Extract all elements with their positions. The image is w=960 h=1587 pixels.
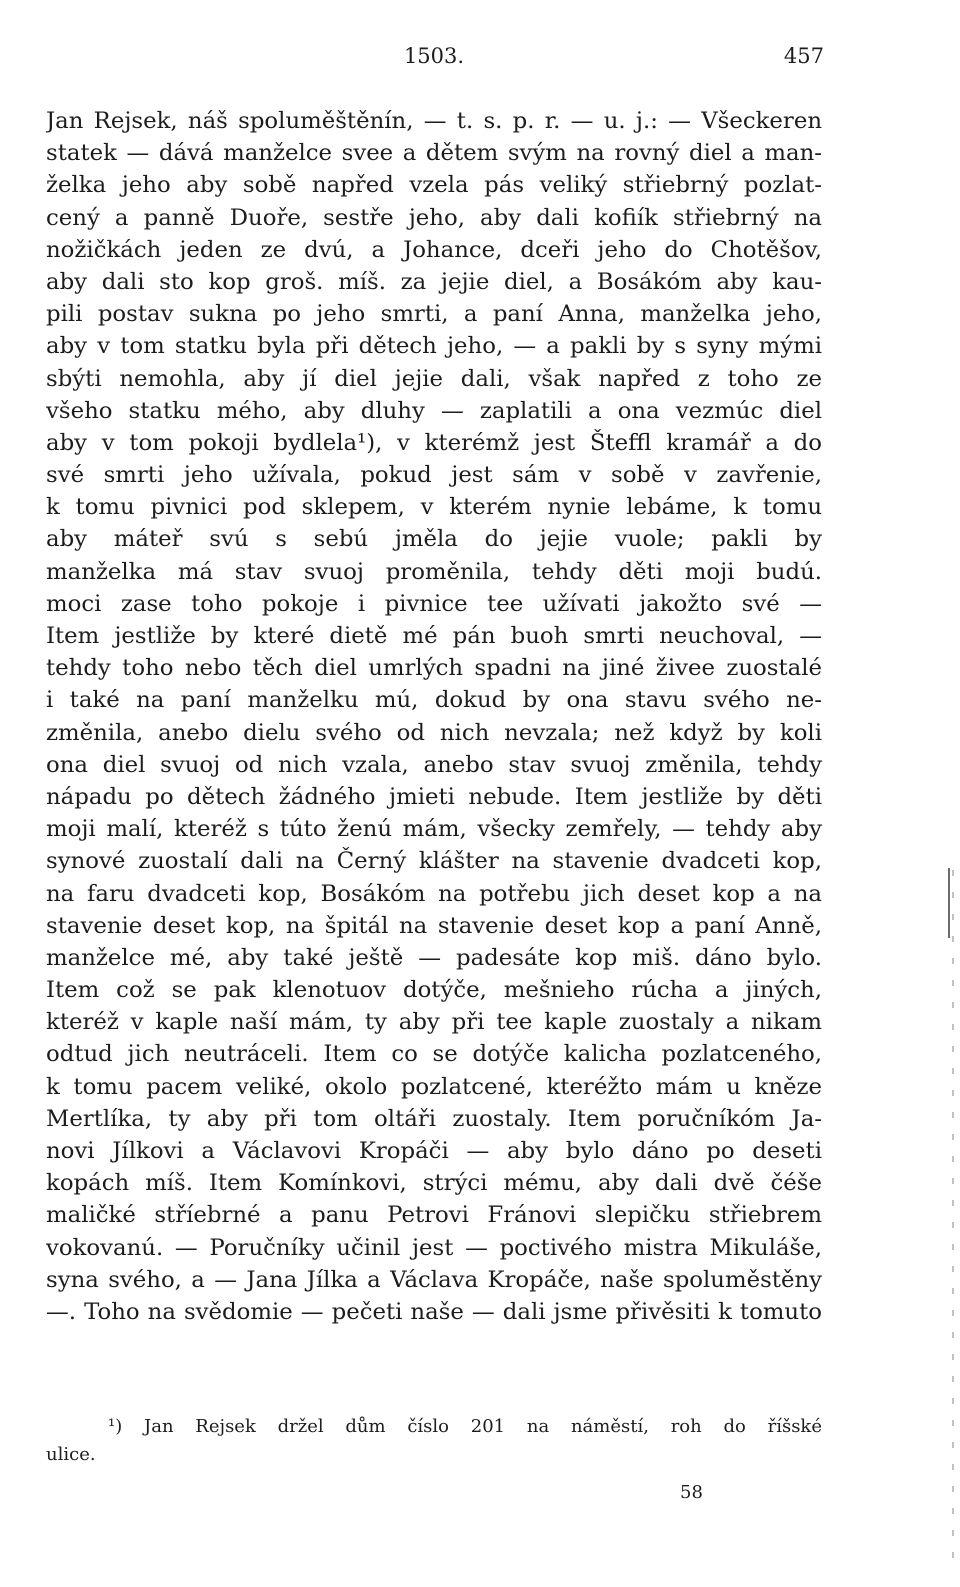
body-paragraph (46, 105, 822, 1328)
text-line: Item jestliže by které dietě mé pán buoh smrti neuchoval, — (46, 623, 822, 649)
text-line: nápadu po dětech žádného jmieti nebude. Item jestliže by děti (46, 783, 822, 810)
text-line: k tomu pacem veliké, okolo pozlatcené, kteréžto mám u kněze (46, 1073, 822, 1100)
text-line: své smrti jeho užívala, pokud jest sám v sobě v zavřenie, (46, 462, 822, 489)
scan-edge-mark (948, 868, 950, 938)
text-line: manželce mé, aby také ještě — padesáte kop miš. dáno bylo. (46, 944, 822, 971)
text-line: novi Jílkovi a Václavovi Kropáči — aby bylo dáno po deseti (46, 1138, 822, 1164)
text-line: odtud jich neutráceli. Item co se dotýče kalicha pozlatceného, (46, 1041, 822, 1068)
page-number: 457 (783, 44, 824, 68)
text-line: všeho statku mého, aby dluhy — zaplatili a ona vezmúc diel (46, 397, 822, 424)
text-line: změnila, anebo dielu svého od nich nevzala; než když by koli (46, 719, 822, 746)
printer-signature-mark: 58 (680, 1482, 703, 1503)
text-line: aby v tom statku byla při dětech jeho, — a pakli by s syny mými (46, 333, 822, 360)
header-year: 1503. (403, 44, 465, 68)
text-line: moji malí, kteréž s túto ženú mám, všecky zemřely, — tehdy aby (46, 816, 822, 843)
text-line: maličké stříebrné a panu Petrovi Fránovi slepičku střiebrem (46, 1202, 822, 1229)
text-line: i také na paní manželku mú, dokud by ona stavu svého ne- (46, 687, 822, 714)
text-line: ona diel svuoj od nich vzala, anebo stav svuoj změnila, tehdy (46, 751, 822, 778)
text-line: tehdy toho nebo těch diel umrlých spadni na jiné živee zuostalé (46, 655, 822, 682)
text-line: moci zase toho pokoje i pivnice tee užívati jakožto své — (46, 590, 822, 617)
text-line: —. Toho na svědomie — pečeti naše — dali jsme přivěsiti k tomuto (46, 1298, 822, 1325)
text-line: kteréž v kaple naší mám, ty aby při tee kaple zuostaly a nikam (46, 1009, 822, 1036)
text-line: želka jeho aby sobě napřed vzela pás veliký střiebrný pozlat- (46, 172, 822, 199)
text-line: stavenie deset kop, na špitál na stavenie deset kop a paní Anně, (46, 912, 822, 939)
text-line: pili postav sukna po jeho smrti, a paní Anna, manželka jeho, (46, 301, 822, 328)
text-line: aby v tom pokoji bydlela¹), v kterémž jest Šteffl kramář a do (46, 429, 822, 456)
text-line: vokovanú. — Poručníky učinil jest — poctivého mistra Mikuláše, (46, 1234, 822, 1261)
text-line: na faru dvadceti kop, Bosákóm na potřebu jich deset kop a na (46, 880, 822, 907)
text-line: Mertlíka, ty aby při tom oltáři zuostaly. Item poručníkóm Ja- (46, 1105, 822, 1132)
text-line: manželka má stav svuoj proměnila, tehdy děti moji budú. (46, 558, 822, 585)
scan-edge-artifact (952, 870, 954, 1570)
text-line: sbýti nemohla, aby jí diel jejie dali, však napřed z toho ze (46, 365, 822, 392)
text-line: aby máteř svú s sebú jměla do jejie vuole; pakli by (46, 526, 822, 553)
footnote-line: ulice. (46, 1444, 96, 1465)
footnote-line: ¹) Jan Rejsek držel dům číslo 201 na náměstí, roh do říšské (108, 1416, 822, 1437)
text-line: cený a panně Duoře, sestře jeho, aby dali kofiík střiebrný na (46, 204, 822, 231)
text-line: nožičkách jeden ze dvú, a Johance, dceři jeho do Chotěšov, (46, 236, 822, 263)
text-line: aby dali sto kop groš. míš. za jejie diel, a Bosákóm aby kau- (46, 268, 822, 295)
text-line: syna svého, a — Jana Jílka a Václava Kropáče, naše spoluměstěny (46, 1266, 822, 1293)
running-header (44, 44, 824, 76)
text-line: Item což se pak klenotuov dotýče, mešnieho rúcha a jiných, (46, 977, 822, 1004)
footnote (46, 1413, 822, 1469)
text-line: statek — dává manželce svee a dětem svým na rovný diel a man- (46, 140, 822, 167)
text-line: kopách míš. Item Komínkovi, strýci mému, aby dali dvě čéše (46, 1170, 822, 1197)
text-line: synové zuostalí dali na Černý klášter na stavenie dvadceti kop, (46, 848, 822, 875)
text-line: Jan Rejsek, náš spoluměštěnín, — t. s. p. r. — u. j.: — Všeckeren (46, 108, 822, 134)
text-line: k tomu pivnici pod sklepem, v kterém nynie lebáme, k tomu (46, 494, 822, 521)
